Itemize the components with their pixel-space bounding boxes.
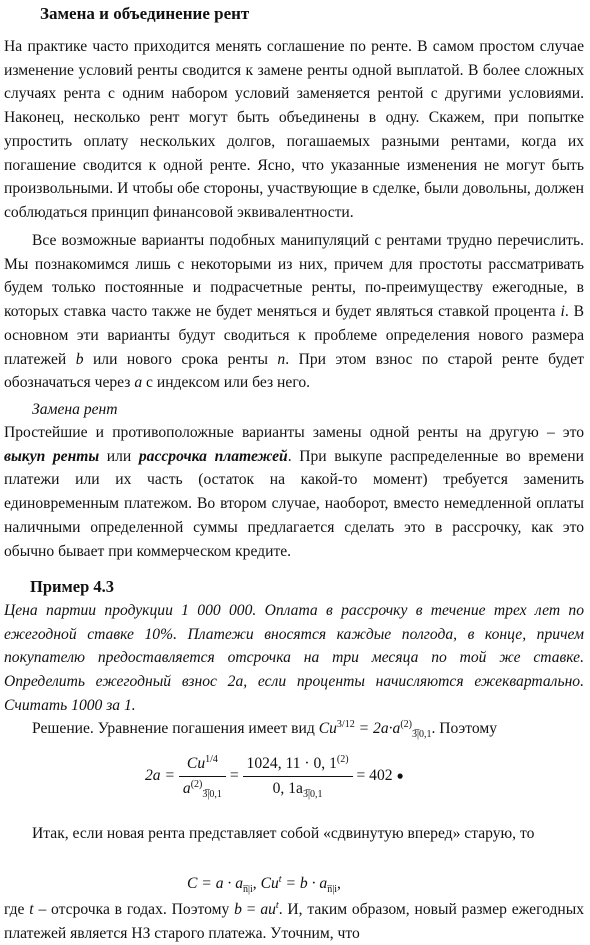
term-buyout: выкуп ренты [4, 447, 100, 465]
var-i: i [560, 303, 565, 321]
paragraph-intro: На практике часто приходится менять соглашение по ренте. В самом простом случае изменение условий ренты сводится к замене ренты одной выплатой. В более сложных случаях рента с одним набором условий заменяется рентой с другими условиями. Наконец, несколько рент могут быть объединены в одну. Скажем, при попытке упростить оплату нескольких долгов, погашаемых разными рентами, когда их погашение сводится к одной ренте. Ясно, что указанные изменения не могут быть произвольными. И чтобы обе стороны, участвующие в сделке, были довольны, должен соблюдаться принцип финансовой эквивалентности. [4, 38, 584, 221]
var-n: n [277, 350, 286, 368]
term-installment: рассрочка платежей [138, 447, 288, 465]
fraction-2: $\frac{1024, 11 \cdot 0, 1^{(2)}}{0, 1a_{3̅|0,1}}$ [243, 752, 353, 800]
example-condition: Цена партии продукции 1 000 000. Оплата в рассрочку в течение трех лет по ежегодной ставке 10%. Платежи вносятся каждые полгода, в конце, причем покупателю предоставляется отсрочка на три месяца по той же ставке. Определить ежегодный взнос 2a, если проценты начисляются ежеквартально. Считать 1000 за 1. [4, 602, 584, 714]
paragraph-variants: Все возможные варианты подобных манипуляций с рентами трудно перечислить. Мы познакомимся лишь с некоторыми из них, причем для простоты рассматривать будем только постоянные и подрасчетные ренты, по-преимуществу ежегодные, в которых ставка часто также не будет меняться и будет являться ставкой процента i. В основном эти варианты будут сводиться к проблеме определения нового размера платежей b или нового срока ренты n. При этом взнос по старой ренте будет обозначаться через a с индексом или без него. [4, 232, 584, 392]
var-a: a [134, 374, 143, 392]
var-b: b [75, 350, 84, 368]
paragraph-shifted: Итак, если новая рента представляет собой «сдвинутую вперед» старую, то [32, 825, 535, 842]
solution-line: Решение. Уравнение погашения имеет вид $Cu^{3/12} = 2a\cdot a^{(2)}_{3̅|0,1}$. Поэтому [32, 718, 498, 741]
formula-2a: 2a = $\frac{Cu^{1/4}}{a^{(2)}_{3̅|0,1}}$ = $\frac{1024, 11 \cdot 0, 1^{(2)}}{0, 1a_{3̅|0,1}}$ = 402 ● [145, 753, 404, 800]
paragraph-replacement: Простейшие и противоположные варианты замены одной ренты на другую – это выкуп ренты или рассрочка платежей. При выкупе распределенные во времени платежи или их часть (остаток на какой-то момент) требуется заменить единовременным платежом. Во втором случае, наоборот, вместо немедленной оплаты наличными определенной суммы предлагается сделать это в рассрочку, как это обычно бывает при коммерческом кредите. [4, 424, 584, 560]
section-title: Замена и объединение рент [40, 4, 250, 23]
fraction-1: $\frac{Cu^{1/4}}{a^{(2)}_{3̅|0,1}}$ [179, 752, 226, 800]
paragraph-conclusion: где t – отсрочка в годах. Поэтому $b = au^t$. И, таким образом, новый размер ежегодных платежей является НЗ старого платежа. Уточним, что [4, 899, 585, 942]
end-proof-bullet: ● [396, 768, 404, 783]
subsection-title: Замена рент [32, 401, 118, 418]
example-title: Пример 4.3 [30, 577, 115, 596]
formula-shifted-rent: $C = a \cdot a_{n̅|i}$, $Cu^t = b \cdot a_{n̅|i}$, [187, 873, 341, 896]
